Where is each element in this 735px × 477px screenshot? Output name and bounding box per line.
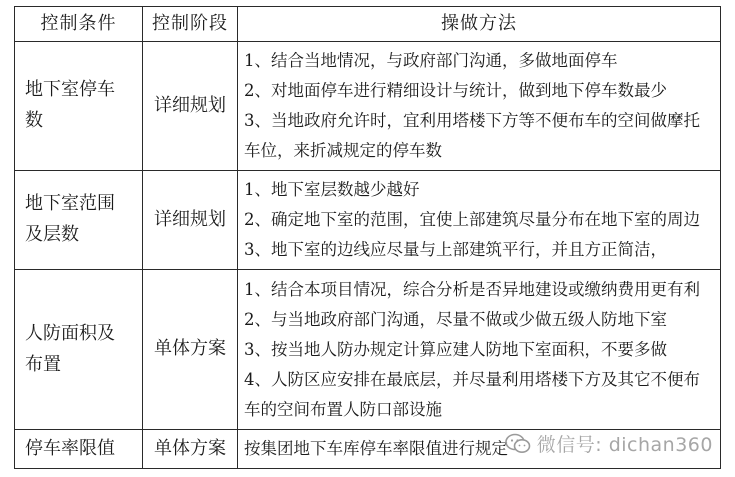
wechat-watermark: [505, 430, 713, 457]
stage-cell: 单体方案: [143, 270, 238, 430]
method-line: 3、按当地人防办规定计算应建人防地下室面积，不要多做: [244, 339, 667, 359]
method-cell: [238, 42, 721, 171]
condition-cell: [15, 42, 143, 171]
watermark-text: 微信号: dichan360: [536, 434, 713, 456]
condition-line: 人防面积及: [25, 322, 115, 344]
condition-cell: [15, 171, 143, 270]
table-row: [15, 270, 721, 430]
condition-line: 及层数: [25, 224, 79, 245]
method-line: 3、地下室的边线应尽量与上部建筑平行，并且方正简洁，: [244, 240, 667, 259]
condition-line: 布置: [25, 353, 61, 375]
condition-line: 停车率限值: [25, 437, 115, 459]
condition-cell: [15, 430, 143, 469]
stage-cell: 详细规划: [143, 42, 238, 171]
table-row: [15, 171, 721, 270]
condition-line: 数: [25, 110, 43, 131]
method-line: 2、确定地下室的范围，宜使上部建筑尽量分布在地下室的周边: [244, 210, 700, 229]
method-line: 1、结合当地情况，与政府部门沟通，多做地面停车: [244, 51, 618, 70]
table-row: [15, 42, 721, 171]
method-line: 1、地下室层数越少越好: [244, 180, 420, 199]
wechat-icon: [505, 433, 531, 455]
stage-cell: 详细规划: [143, 171, 238, 270]
method-cell: [238, 270, 721, 430]
method-line: 2、与当地政府部门沟通，尽量不做或少做五级人防地下室: [244, 309, 667, 329]
header-condition: 控制条件: [15, 7, 143, 42]
method-line: 1、结合本项目情况，综合分析是否异地建设或缴纳费用更有利: [244, 279, 700, 299]
method-cell: [238, 171, 721, 270]
header-stage: 控制阶段: [143, 7, 238, 42]
condition-cell: [15, 270, 143, 430]
method-line: 车的空间布置人防口部设施: [244, 399, 442, 419]
condition-line: 地下室范围: [25, 193, 115, 215]
control-method-table: [14, 6, 721, 469]
condition-line: 地下室停车: [25, 79, 115, 101]
method-line: 2、对地面停车进行精细设计与统计，做到地下停车数最少: [244, 81, 667, 100]
table-header-row: [15, 7, 721, 42]
method-table-wrapper: [14, 6, 720, 464]
header-method: 操做方法: [238, 7, 721, 42]
stage-cell: 单体方案: [143, 430, 238, 469]
method-line: 3、当地政府允许时，宜利用塔楼下方等不便布车的空间做摩托: [244, 111, 700, 130]
method-line: 4、人防区应安排在最底层，并尽量利用塔楼下方及其它不便布: [244, 369, 700, 389]
method-line: 按集团地下车库停车率限值进行规定: [244, 439, 508, 458]
method-line: 车位，来折减规定的停车数: [244, 141, 442, 160]
